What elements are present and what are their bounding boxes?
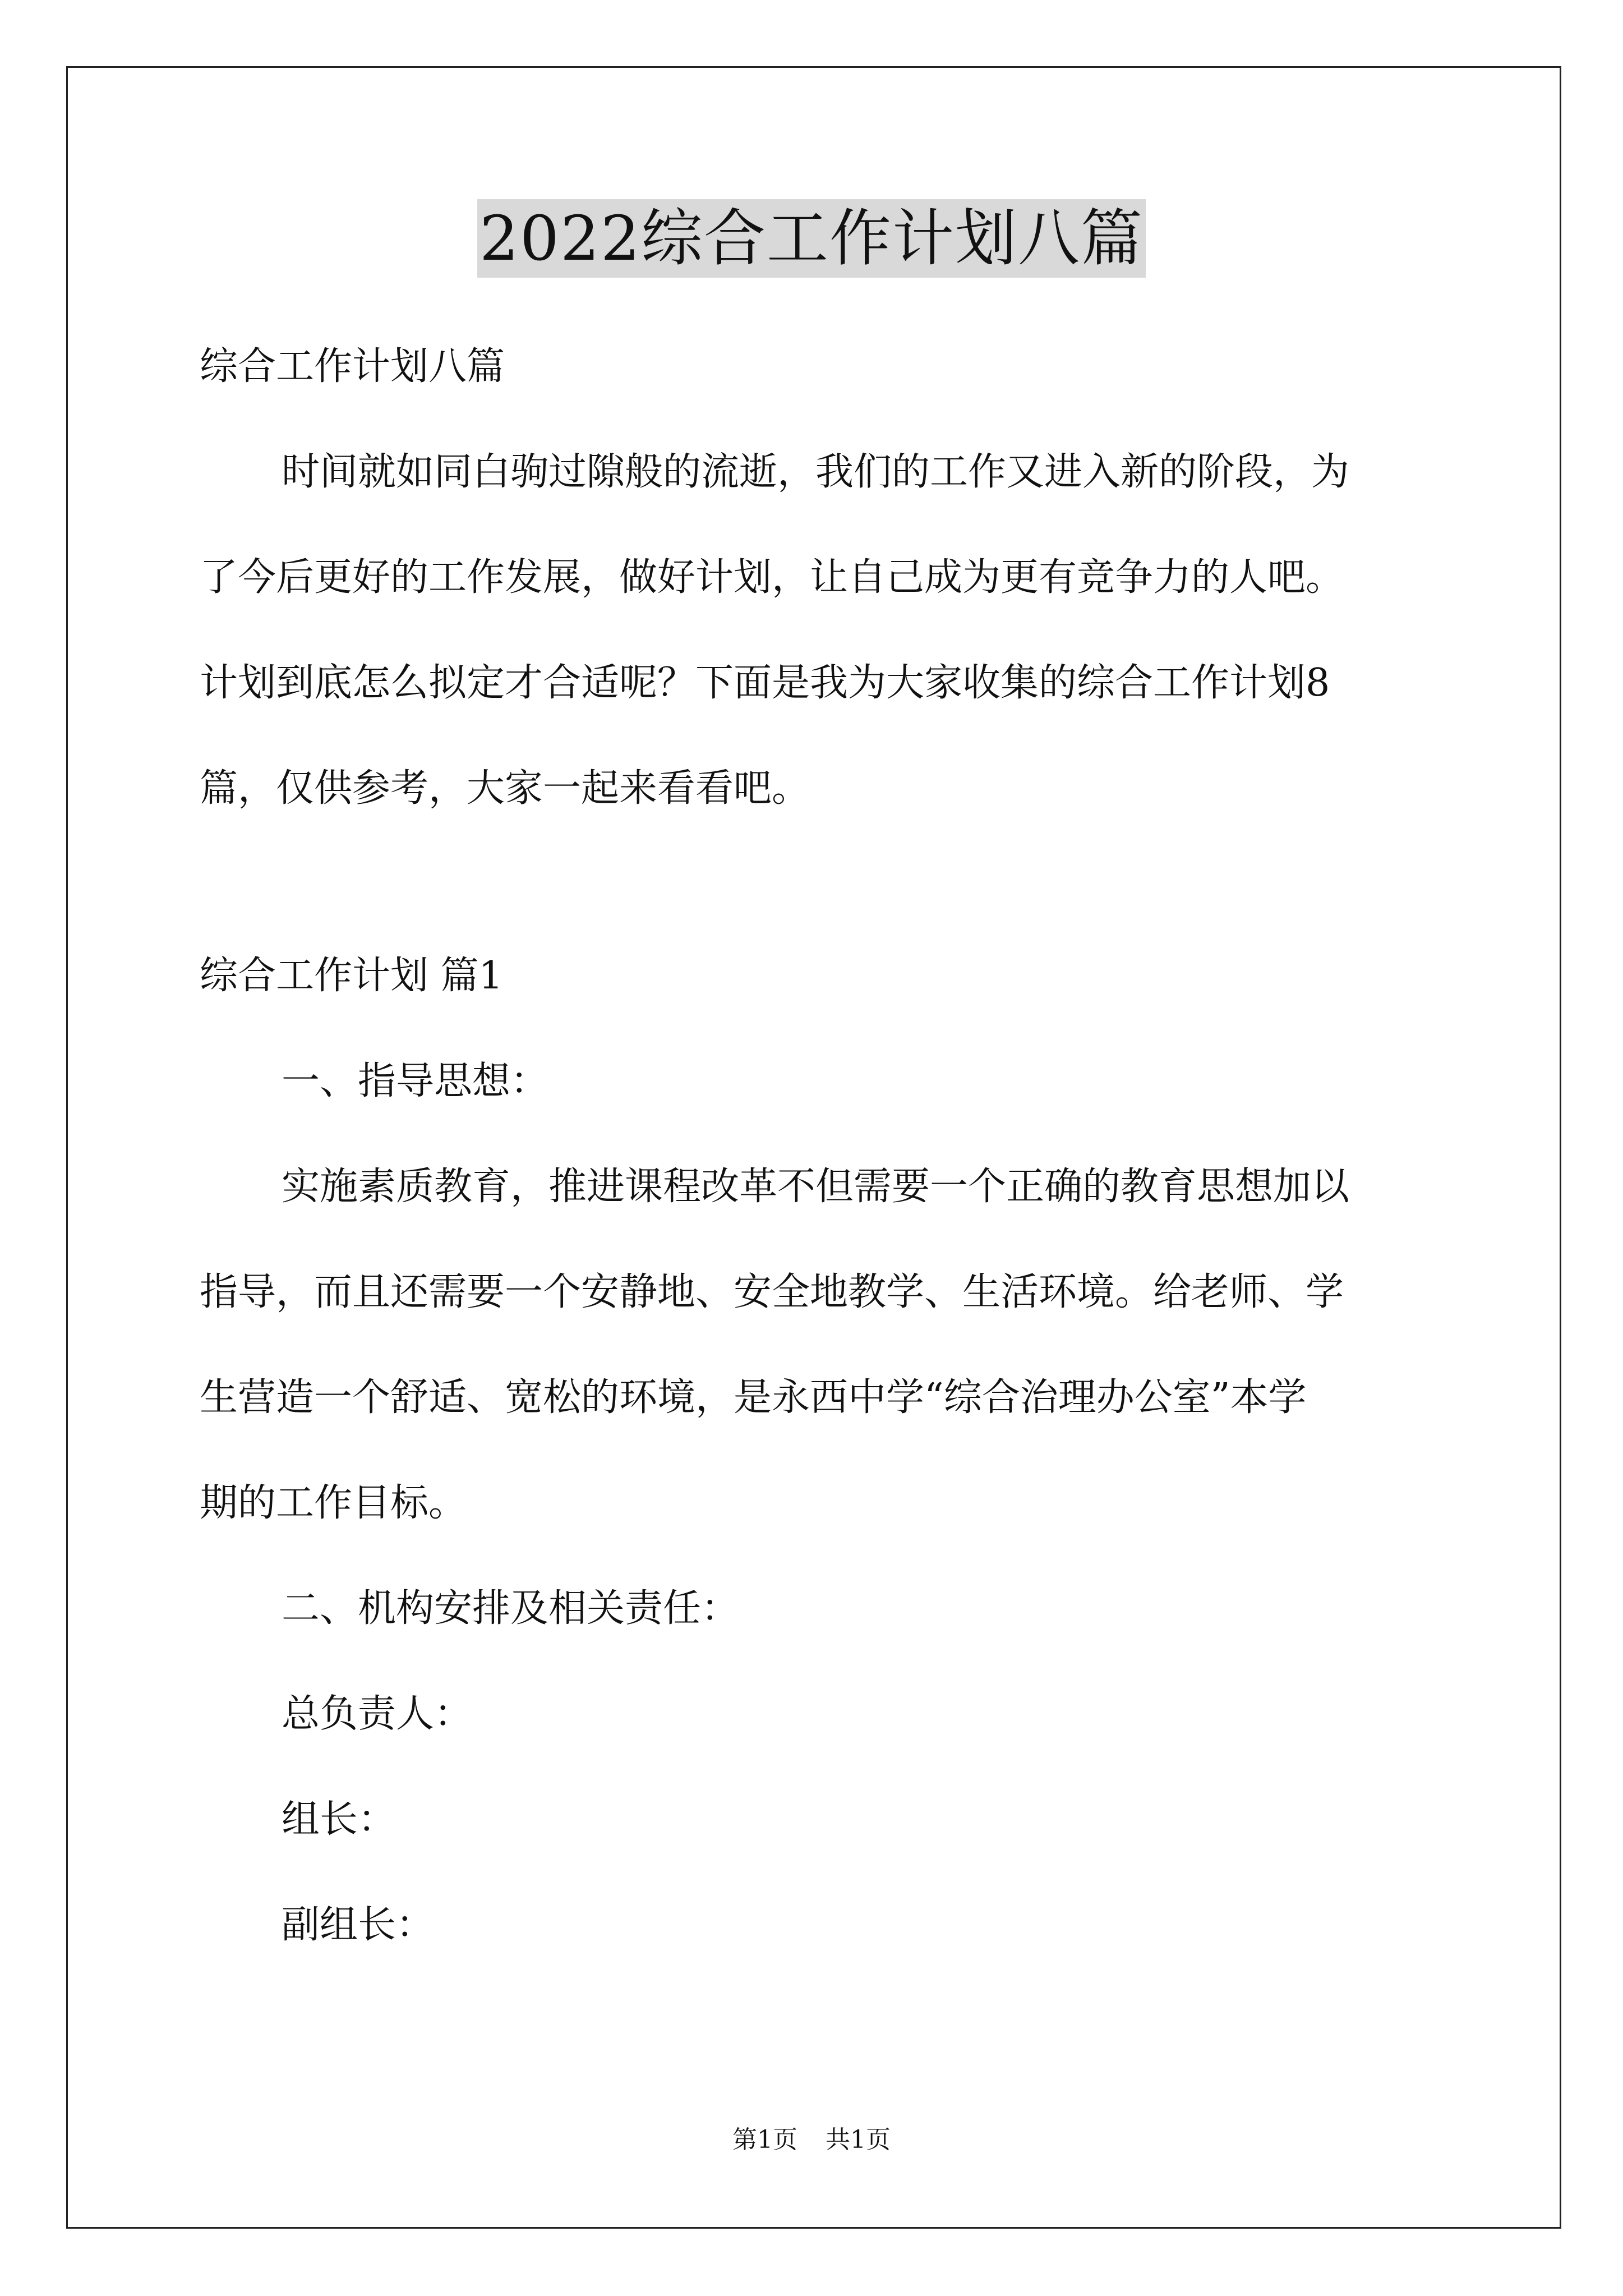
part2-heading: 二、机构安排及相关责任： bbox=[282, 1586, 740, 1631]
part1-heading: 一、指导思想： bbox=[282, 1059, 549, 1103]
intro-line: 了今后更好的工作发展，做好计划，让自己成为更有竞争力的人吧。 bbox=[200, 555, 1344, 600]
document-body bbox=[200, 314, 1433, 1978]
page-footer bbox=[0, 2123, 1623, 2157]
part1-line: 期的工作目标。 bbox=[200, 1481, 467, 1525]
page-number-current: 第1页 bbox=[732, 2125, 797, 2154]
page-number-total: 共1页 bbox=[826, 2125, 891, 2154]
part1-line: 生营造一个舒适、宽松的环境，是永西中学“综合治理办公室”本学 bbox=[200, 1375, 1307, 1420]
section-heading: 综合工作计划 篇1 bbox=[200, 954, 503, 998]
intro-line: 时间就如同白驹过隙般的流逝，我们的工作又进入新的阶段，为 bbox=[282, 450, 1350, 494]
intro-line: 计划到底怎么拟定才合适呢？下面是我为大家收集的综合工作计划8 bbox=[200, 661, 1330, 705]
paragraph-gap bbox=[200, 841, 1433, 923]
role-line: 总负责人： bbox=[282, 1692, 473, 1736]
part1-line: 实施素质教育，推进课程改革不但需要一个正确的教育思想加以 bbox=[282, 1165, 1350, 1209]
role-line: 组长： bbox=[282, 1797, 396, 1842]
document-subtitle: 综合工作计划八篇 bbox=[200, 344, 505, 389]
role-line: 副组长： bbox=[282, 1903, 435, 1947]
document-title: 2022综合工作计划八篇 bbox=[477, 199, 1146, 278]
intro-line: 篇，仅供参考，大家一起来看看吧。 bbox=[200, 766, 810, 811]
part1-line: 指导，而且还需要一个安静地、安全地教学、生活环境。给老师、学 bbox=[200, 1270, 1344, 1314]
title-container bbox=[0, 199, 1623, 278]
